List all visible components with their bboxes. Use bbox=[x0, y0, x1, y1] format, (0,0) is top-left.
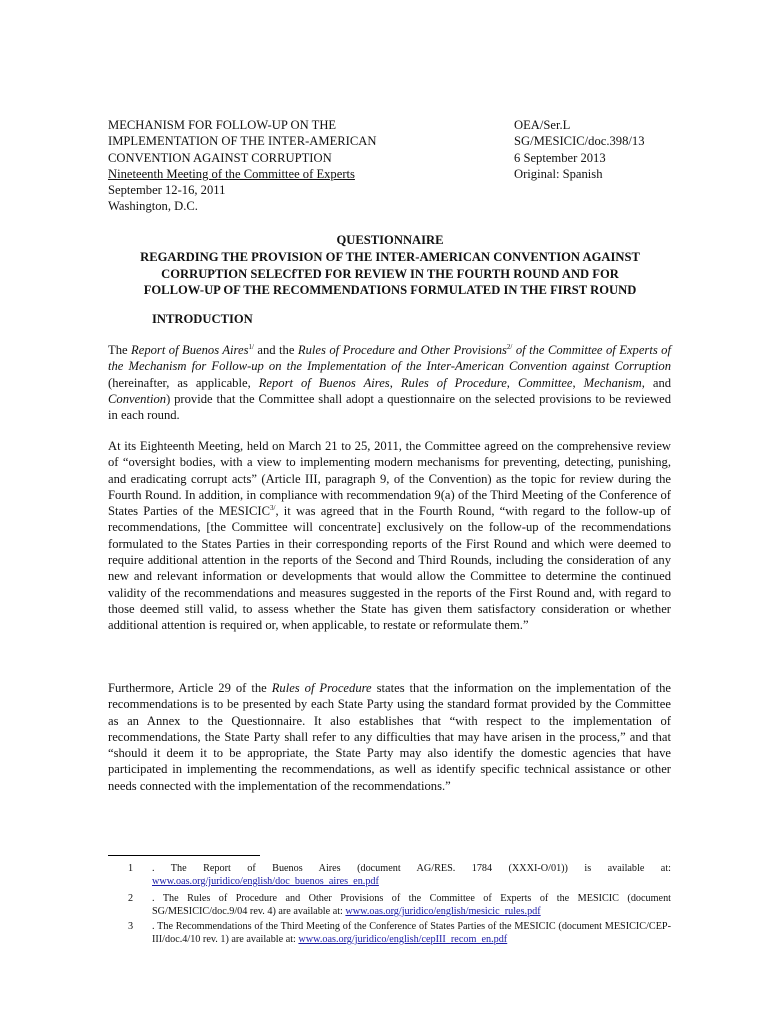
footnote-text: . The Recommendations of the Third Meeting of the Conference of States Parties of the MESICIC (document MESICIC/CEP-III/doc.4/10 rev. 1) are available at: bbox=[152, 921, 671, 945]
header-left-line: MECHANISM FOR FOLLOW-UP ON THE bbox=[108, 118, 337, 132]
section-heading: INTRODUCTION bbox=[152, 312, 253, 326]
header-left-block bbox=[108, 117, 376, 215]
footnote-link[interactable]: www.oas.org/juridico/english/mesicic_rules.pdf bbox=[345, 906, 541, 917]
document-date: 6 September 2013 bbox=[514, 150, 606, 165]
document-number: SG/MESICIC/doc.398/13 bbox=[514, 134, 645, 149]
paragraph-2 bbox=[108, 438, 671, 634]
document-title bbox=[100, 232, 680, 299]
title-line: CORRUPTION SELECfTED FOR REVIEW IN THE FOURTH ROUND AND FOR bbox=[161, 266, 619, 281]
text-run: and the bbox=[253, 343, 298, 357]
header-left-line: CONVENTION AGAINST CORRUPTION bbox=[108, 150, 332, 165]
footnote-number: 3 bbox=[128, 921, 134, 932]
paragraph-3 bbox=[108, 680, 671, 794]
meeting-name: Nineteenth Meeting of the Committee of Experts bbox=[108, 166, 355, 181]
title-line: QUESTIONNAIRE bbox=[336, 233, 444, 247]
footnote-ref: 1/ bbox=[248, 342, 254, 351]
footnote bbox=[108, 892, 671, 918]
meeting-location: Washington, D.C. bbox=[108, 199, 198, 214]
footnote-text: . The Rules of Procedure and Other Provisions of the Committee of Experts of the MESICIC (document SG/MESICIC/doc.9/04 rev. 4) are available at: bbox=[152, 893, 671, 917]
meeting-dates: September 12-16, 2011 bbox=[108, 183, 226, 198]
italic-run: Rules of Procedure and Other Provisions bbox=[297, 343, 507, 357]
footnote-separator bbox=[108, 855, 260, 856]
italic-run: Mechanism bbox=[583, 375, 642, 390]
title-line: FOLLOW-UP OF THE RECOMMENDATIONS FORMULATED IN THE FIRST ROUND bbox=[143, 283, 637, 298]
text-run: , bbox=[572, 375, 584, 390]
original-language: Original: Spanish bbox=[514, 166, 603, 181]
text-run: (hereinafter, as applicable, bbox=[108, 375, 259, 390]
header-right-block bbox=[514, 117, 645, 182]
text-run: ) provide that the Committee shall adopt a questionnaire on the selected provisions to be reviewed in each round. bbox=[108, 391, 671, 423]
text-run: Furthermore, Article 29 of the bbox=[108, 681, 272, 695]
italic-run: Report of Buenos Aires bbox=[258, 375, 390, 390]
italic-run: of the Committee of Experts of the Mechanism for Follow-up on the Implementation of the Inter-American Convention against Corruption bbox=[108, 343, 671, 374]
italic-run: Report of Buenos Aires bbox=[131, 343, 249, 357]
footnote-number: 1 bbox=[128, 863, 134, 874]
italic-run: Rules of Procedure bbox=[400, 375, 507, 390]
footnote-link[interactable]: www.oas.org/juridico/english/doc_buenos_aires_en.pdf bbox=[152, 876, 379, 887]
text-run: , bbox=[506, 375, 518, 390]
footnote-number: 2 bbox=[128, 893, 134, 904]
italic-run: Convention bbox=[108, 391, 167, 406]
footnote-ref: 3/ bbox=[270, 504, 276, 512]
text-run: At its Eighteenth Meeting, held on March 21 to 25, 2011, the Committee agreed on the comprehensive review of “oversight bodies, with a view to implementing modern mechanisms for preventing, detecting, punishing, and eradicating corrupt acts” (Article III, paragraph 9, of the Convention) as the topic for review during the Fourth Round. In addition, in compliance with recommendation 9(a) of the Third Meeting of the Conference of States Parties of the MESICIC bbox=[108, 439, 671, 519]
footnote-text: . The Report of Buenos Aires (document AG/RES. 1784 (XXXI-O/01)) is available at: bbox=[152, 863, 671, 874]
italic-run: Committee bbox=[517, 375, 573, 390]
italic-run: Rules of Procedure bbox=[271, 681, 372, 695]
series-code: OEA/Ser.L bbox=[514, 118, 571, 132]
text-run: , it was agreed that in the Fourth Round, “with regard to the follow-up of recommendations, [the Committee will concentrate] exclusively on the follow-up of the recommendations formulated to the States Parties in their corresponding reports of the First Round and which were deemed to require additional attention in the reports of the Second and Third Rounds, including the consideration of any new and relevant information or developments that would allow the Committee to determine the continued validity of the recommendations and measures suggested in the reports of the First Round and, with regard to those deemed still valid, to assess whether the State has given them satisfactory consideration or whether additional attention is required or, when applicable, to restate or reformulate them.” bbox=[108, 504, 671, 633]
title-line: REGARDING THE PROVISION OF THE INTER-AMERICAN CONVENTION AGAINST bbox=[140, 249, 640, 264]
footnote-link[interactable]: www.oas.org/juridico/english/cepIII_recom_en.pdf bbox=[298, 934, 508, 945]
paragraph-1 bbox=[108, 342, 671, 423]
text-run: , bbox=[389, 375, 401, 390]
footnote bbox=[108, 862, 671, 888]
text-run: The bbox=[108, 343, 132, 357]
footnote bbox=[108, 920, 671, 946]
text-run: states that the information on the implementation of the recommendations is to be presented by each State Party using the standard format provided by the Committee as an Annex to the Questionnaire. It also establishes that “with respect to the implementation of recommendations, the State Party shall refer to any difficulties that may have arisen in the process,” and that “should it deem it to be appropriate, the State Party may also identify the domestic agencies that have participated in implementing the recommendations, as well as identify specific technical assistance or other needs connected with the implementation of the recommendations.” bbox=[108, 681, 671, 793]
footnote-ref: 2/ bbox=[506, 342, 513, 351]
header-left-line: IMPLEMENTATION OF THE INTER-AMERICAN bbox=[108, 134, 377, 149]
text-run: , and bbox=[641, 375, 672, 390]
